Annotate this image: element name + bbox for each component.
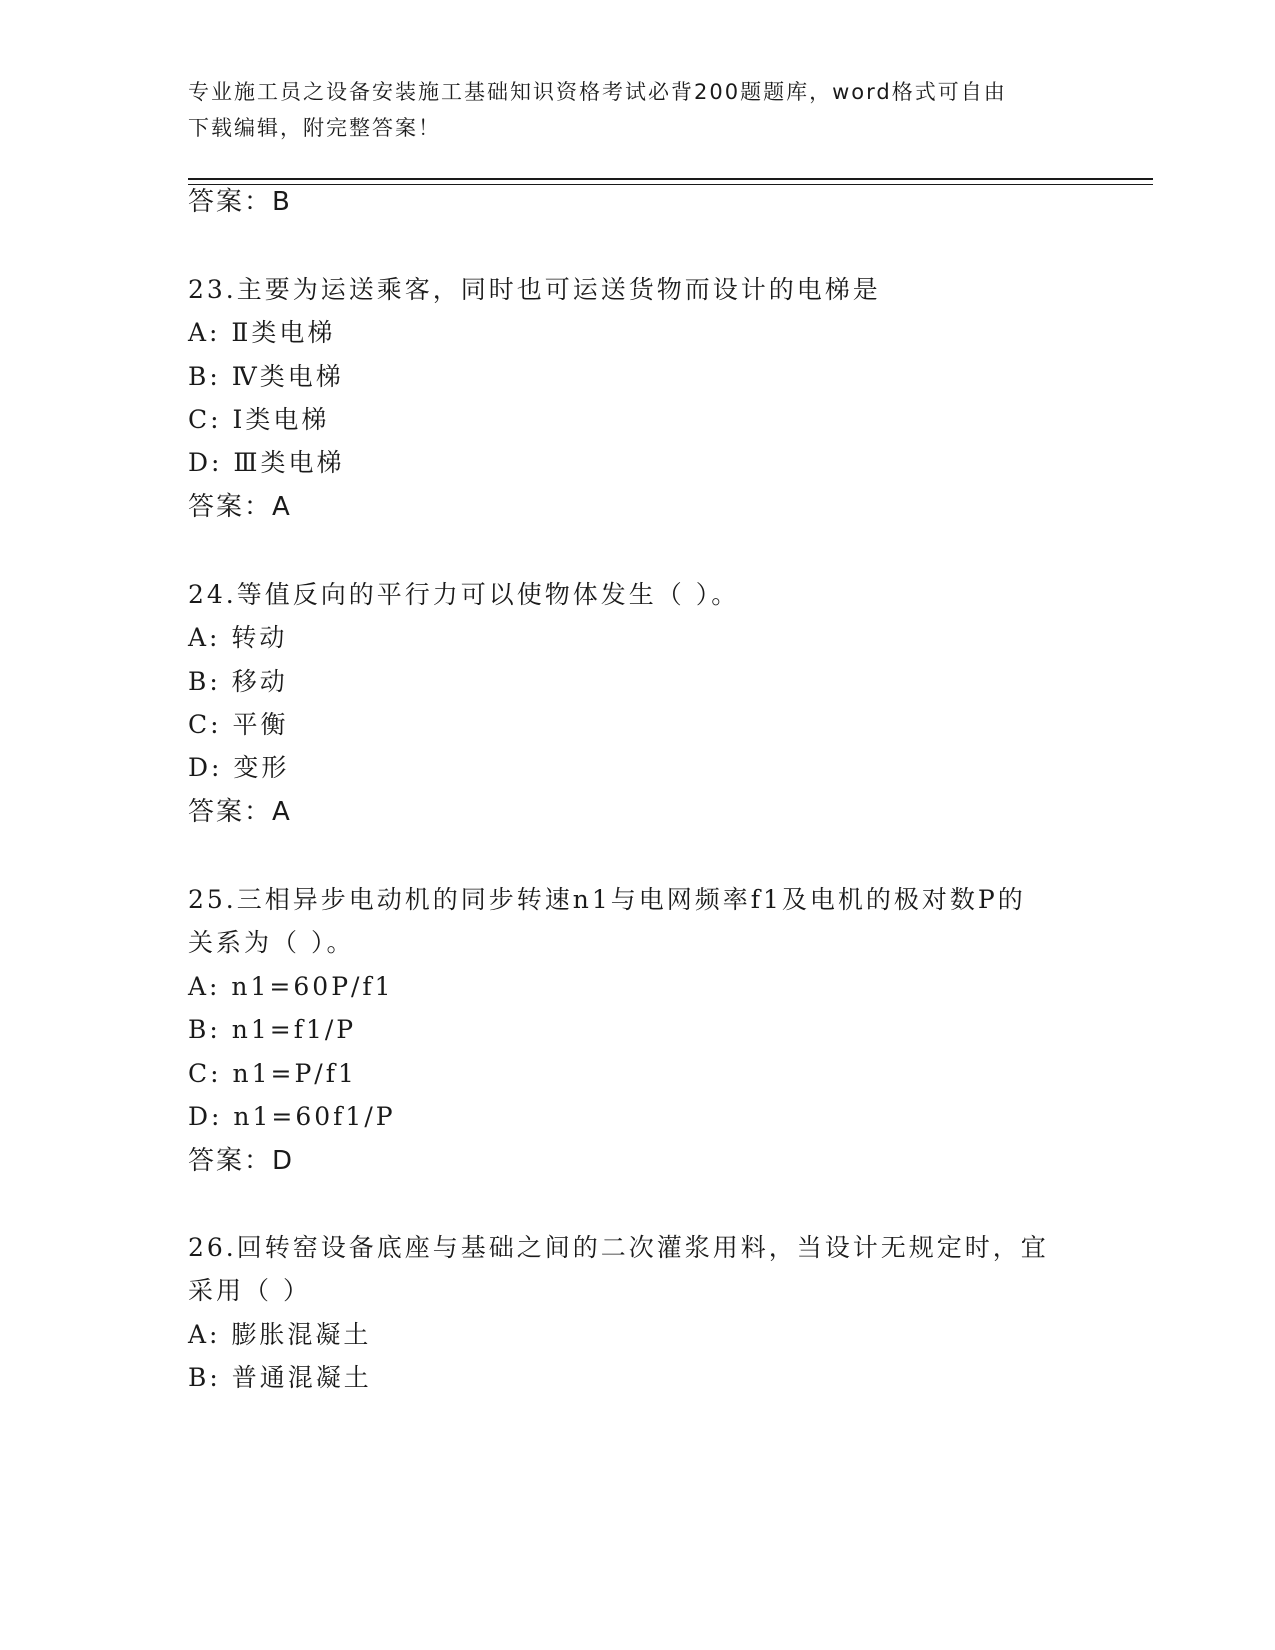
- prev-answer: 答案：B: [188, 187, 292, 217]
- question-23-title: 23.主要为运送乘客，同时也可运送货物而设计的电梯是: [188, 275, 881, 304]
- question-24-answer: 答案：A: [188, 797, 292, 827]
- question-25-option-a: A: n1=60P/f1: [188, 972, 394, 1001]
- question-26-option-b: B: 普通混凝土: [188, 1363, 372, 1392]
- question-24-option-c: C: 平衡: [188, 710, 289, 739]
- question-23-answer: 答案：A: [188, 492, 292, 522]
- question-24-title: 24.等值反向的平行力可以使物体发生（ ）。: [188, 580, 740, 609]
- question-25-option-d: D: n1=60f1/P: [188, 1102, 396, 1131]
- question-25-option-b: B: n1=f1/P: [188, 1015, 357, 1044]
- header-line-2: 下载编辑，附完整答案！: [188, 116, 441, 140]
- document-header: [188, 74, 1088, 146]
- question-24-option-d: D: 变形: [188, 753, 290, 782]
- question-26-option-a: A: 膨胀混凝土: [188, 1320, 372, 1349]
- question-26-title-line-2: 采用（ ）: [188, 1276, 311, 1305]
- question-23-option-d: D: Ⅲ类电梯: [188, 448, 345, 477]
- header-divider-thick: [188, 178, 1153, 180]
- question-24-option-b: B: 移动: [188, 667, 288, 696]
- question-25-option-c: C: n1=P/f1: [188, 1059, 357, 1088]
- question-25-answer: 答案：D: [188, 1146, 295, 1176]
- question-24-option-a: A: 转动: [188, 623, 288, 652]
- question-25-title-line-1: 25.三相异步电动机的同步转速n1与电网频率f1及电机的极对数P的: [188, 885, 1026, 914]
- question-26-title-line-1: 26.回转窑设备底座与基础之间的二次灌浆用料，当设计无规定时，宜: [188, 1233, 1049, 1262]
- header-line-1: 专业施工员之设备安装施工基础知识资格考试必背200题题库，word格式可自由: [188, 80, 1007, 104]
- question-23-option-b: B: Ⅳ类电梯: [188, 362, 344, 391]
- question-23-option-c: C: Ⅰ类电梯: [188, 405, 330, 434]
- header-divider-thin: [188, 184, 1153, 185]
- question-23-option-a: A: Ⅱ类电梯: [188, 318, 336, 347]
- question-25-title-line-2: 关系为（ ）。: [188, 928, 355, 957]
